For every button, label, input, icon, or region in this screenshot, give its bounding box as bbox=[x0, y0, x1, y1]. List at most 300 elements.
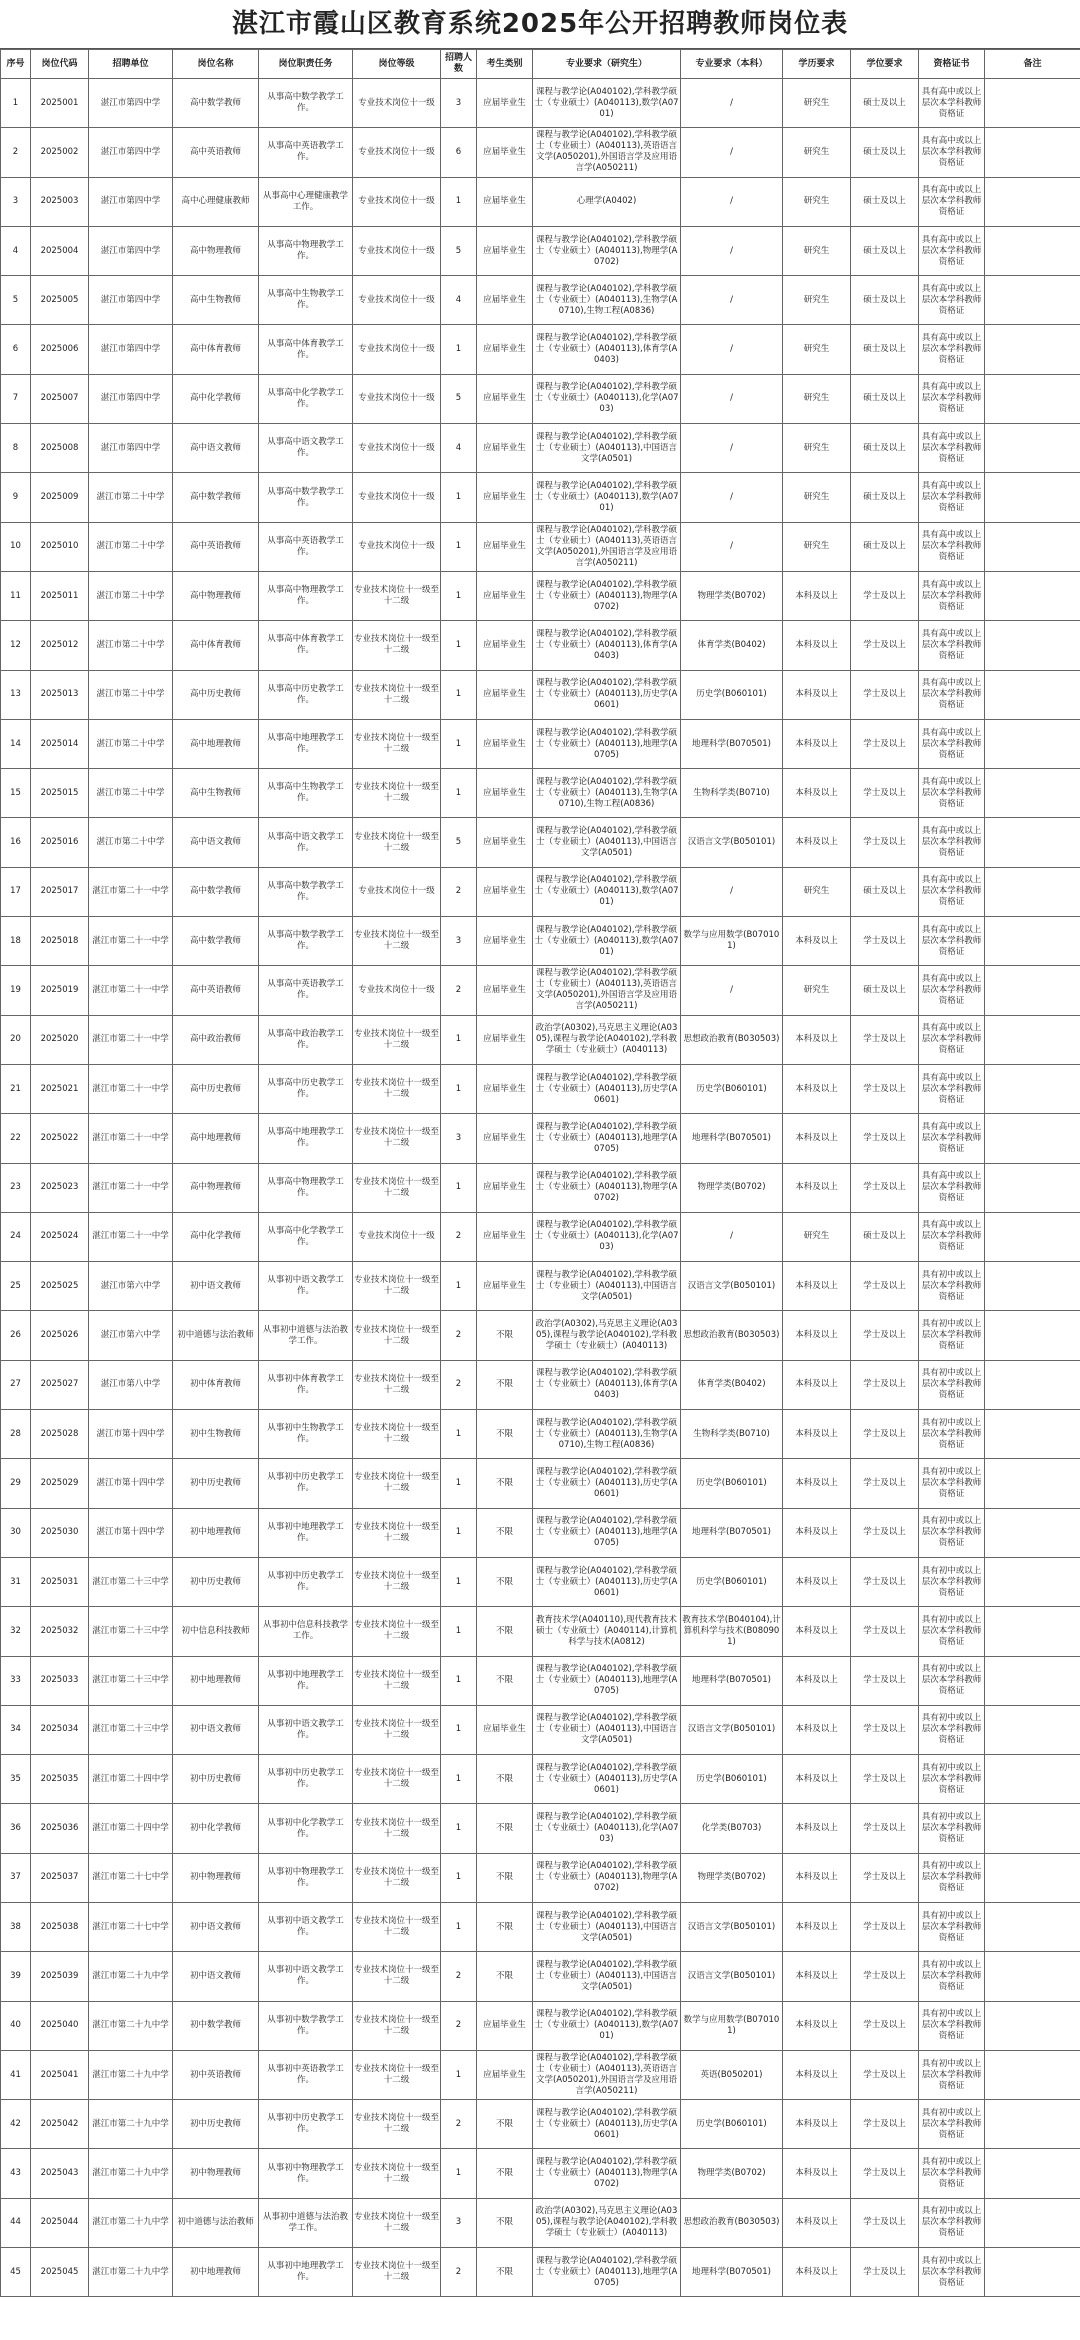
table-cell: 专业技术岗位十一级至十二级 bbox=[353, 818, 441, 867]
table-cell: 1 bbox=[441, 1410, 477, 1459]
table-cell: 湛江市第四中学 bbox=[89, 276, 173, 325]
table-cell: 课程与教学论(A040102),学科教学硕士（专业硕士）(A040113),中国语言文学(A0501) bbox=[533, 1902, 681, 1951]
table-cell: 39 bbox=[1, 1952, 31, 2001]
table-cell: 数学与应用数学(B070101) bbox=[681, 2001, 783, 2050]
table-cell: 专业技术岗位十一级至十二级 bbox=[353, 1853, 441, 1902]
table-cell: 高中数学教师 bbox=[173, 867, 259, 916]
table-cell: 湛江市第二十中学 bbox=[89, 621, 173, 670]
table-cell: 具有初中或以上层次本学科教师资格证 bbox=[919, 1853, 985, 1902]
table-cell: 学士及以上 bbox=[851, 571, 919, 620]
table-cell: 2025028 bbox=[31, 1410, 89, 1459]
table-cell: 课程与教学论(A040102),学科教学硕士（专业硕士）(A040113),数学(A0701) bbox=[533, 867, 681, 916]
table-cell: 从事高中数学教学工作。 bbox=[259, 867, 353, 916]
table-cell: 本科及以上 bbox=[783, 1508, 851, 1557]
table-cell: 专业技术岗位十一级至十二级 bbox=[353, 1064, 441, 1113]
table-cell: 从事高中政治教学工作。 bbox=[259, 1015, 353, 1064]
table-cell: 湛江市第二十一中学 bbox=[89, 867, 173, 916]
table-cell: 应届毕业生 bbox=[477, 1015, 533, 1064]
table-cell: 2 bbox=[441, 867, 477, 916]
table-cell: 不限 bbox=[477, 1607, 533, 1656]
table-cell: 1 bbox=[441, 522, 477, 571]
table-cell: 具有高中或以上层次本学科教师资格证 bbox=[919, 226, 985, 275]
table-cell: 1 bbox=[441, 1508, 477, 1557]
table-row bbox=[1, 1508, 1080, 1557]
table-cell: 2025034 bbox=[31, 1705, 89, 1754]
table-cell: 专业技术岗位十一级 bbox=[353, 177, 441, 226]
table-cell bbox=[985, 1656, 1080, 1705]
table-row bbox=[1, 374, 1080, 423]
table-cell bbox=[985, 1557, 1080, 1606]
table-cell: 数学与应用数学(B070101) bbox=[681, 917, 783, 966]
table-cell: 课程与教学论(A040102),学科教学硕士（专业硕士）(A040113),体育学(A0403) bbox=[533, 1360, 681, 1409]
table-cell: 5 bbox=[441, 818, 477, 867]
table-cell: 专业技术岗位十一级至十二级 bbox=[353, 1114, 441, 1163]
table-cell: 课程与教学论(A040102),学科教学硕士（专业硕士）(A040113),物理学(A0702) bbox=[533, 1163, 681, 1212]
table-cell: 5 bbox=[441, 374, 477, 423]
table-cell bbox=[985, 1163, 1080, 1212]
table-cell: 具有初中或以上层次本学科教师资格证 bbox=[919, 2248, 985, 2297]
table-cell: 具有高中或以上层次本学科教师资格证 bbox=[919, 818, 985, 867]
table-cell: / bbox=[681, 473, 783, 522]
table-cell: 生物科学类(B0710) bbox=[681, 1410, 783, 1459]
table-cell: 从事初中语文教学工作。 bbox=[259, 1952, 353, 2001]
table-cell: 具有高中或以上层次本学科教师资格证 bbox=[919, 374, 985, 423]
table-cell: 4 bbox=[441, 424, 477, 473]
table-cell: 2025033 bbox=[31, 1656, 89, 1705]
table-cell: 从事高中生物教学工作。 bbox=[259, 769, 353, 818]
column-header: 招聘单位 bbox=[89, 50, 173, 79]
table-cell: 2025036 bbox=[31, 1804, 89, 1853]
table-cell: 本科及以上 bbox=[783, 1459, 851, 1508]
table-cell: 学士及以上 bbox=[851, 1804, 919, 1853]
table-cell: 15 bbox=[1, 769, 31, 818]
table-cell: 湛江市第二十一中学 bbox=[89, 1212, 173, 1261]
table-cell: 2025011 bbox=[31, 571, 89, 620]
table-cell: 本科及以上 bbox=[783, 1262, 851, 1311]
table-cell: 32 bbox=[1, 1607, 31, 1656]
table-cell: / bbox=[681, 177, 783, 226]
table-cell: 学士及以上 bbox=[851, 1015, 919, 1064]
table-cell: 具有初中或以上层次本学科教师资格证 bbox=[919, 1804, 985, 1853]
table-row bbox=[1, 1163, 1080, 1212]
table-row bbox=[1, 867, 1080, 916]
table-cell: 湛江市第二十七中学 bbox=[89, 1902, 173, 1951]
table-cell: 1 bbox=[441, 1607, 477, 1656]
table-cell: 高中地理教师 bbox=[173, 719, 259, 768]
table-cell: 湛江市第二十一中学 bbox=[89, 1114, 173, 1163]
page-title: 湛江市霞山区教育系统2025年公开招聘教师岗位表 bbox=[0, 0, 1080, 49]
table-cell: 从事高中体育教学工作。 bbox=[259, 621, 353, 670]
table-cell: 高中政治教师 bbox=[173, 1015, 259, 1064]
table-row bbox=[1, 769, 1080, 818]
table-cell: 2025021 bbox=[31, 1064, 89, 1113]
table-cell: 本科及以上 bbox=[783, 1853, 851, 1902]
table-cell: 学士及以上 bbox=[851, 1410, 919, 1459]
table-cell: 初中历史教师 bbox=[173, 1755, 259, 1804]
table-cell: 不限 bbox=[477, 1360, 533, 1409]
table-cell bbox=[985, 917, 1080, 966]
column-header: 考生类别 bbox=[477, 50, 533, 79]
table-cell: 从事高中历史教学工作。 bbox=[259, 670, 353, 719]
table-cell: 2 bbox=[441, 2001, 477, 2050]
column-header: 专业要求（本科） bbox=[681, 50, 783, 79]
table-cell: 专业技术岗位十一级至十二级 bbox=[353, 1705, 441, 1754]
table-cell: 本科及以上 bbox=[783, 1902, 851, 1951]
table-cell: 高中化学教师 bbox=[173, 1212, 259, 1261]
table-cell: 地理科学(B070501) bbox=[681, 1114, 783, 1163]
table-cell: 湛江市第十四中学 bbox=[89, 1410, 173, 1459]
table-cell: 学士及以上 bbox=[851, 1064, 919, 1113]
table-cell bbox=[985, 1212, 1080, 1261]
table-cell: 21 bbox=[1, 1064, 31, 1113]
table-cell: 初中历史教师 bbox=[173, 2100, 259, 2149]
table-cell: 政治学(A0302),马克思主义理论(A0305),课程与教学论(A040102),学科教学硕士（专业硕士）(A040113) bbox=[533, 1015, 681, 1064]
table-cell: 从事高中英语教学工作。 bbox=[259, 522, 353, 571]
table-cell: 湛江市第四中学 bbox=[89, 325, 173, 374]
table-cell: 6 bbox=[441, 128, 477, 177]
table-cell: 初中地理教师 bbox=[173, 1656, 259, 1705]
table-cell bbox=[985, 1755, 1080, 1804]
table-cell: 2 bbox=[441, 1952, 477, 2001]
table-cell: 学士及以上 bbox=[851, 1459, 919, 1508]
table-cell: 2025023 bbox=[31, 1163, 89, 1212]
table-cell: 研究生 bbox=[783, 276, 851, 325]
table-cell: 从事高中语文教学工作。 bbox=[259, 424, 353, 473]
table-cell: 硕士及以上 bbox=[851, 128, 919, 177]
table-cell: 课程与教学论(A040102),学科教学硕士（专业硕士）(A040113),生物学(A0710),生物工程(A0836) bbox=[533, 276, 681, 325]
table-cell: 课程与教学论(A040102),学科教学硕士（专业硕士）(A040113),数学(A0701) bbox=[533, 917, 681, 966]
table-cell: 本科及以上 bbox=[783, 2100, 851, 2149]
table-cell: 专业技术岗位十一级至十二级 bbox=[353, 917, 441, 966]
table-row bbox=[1, 2100, 1080, 2149]
table-cell: 具有高中或以上层次本学科教师资格证 bbox=[919, 670, 985, 719]
table-cell: 从事初中语文教学工作。 bbox=[259, 1902, 353, 1951]
table-cell: 湛江市第四中学 bbox=[89, 177, 173, 226]
table-cell: 应届毕业生 bbox=[477, 424, 533, 473]
table-cell: 具有初中或以上层次本学科教师资格证 bbox=[919, 1755, 985, 1804]
table-cell: 专业技术岗位十一级至十二级 bbox=[353, 1755, 441, 1804]
table-cell: 1 bbox=[441, 1064, 477, 1113]
table-cell: 1 bbox=[441, 571, 477, 620]
table-cell: 汉语言文学(B050101) bbox=[681, 1262, 783, 1311]
table-cell: 1 bbox=[441, 177, 477, 226]
table-cell: 学士及以上 bbox=[851, 719, 919, 768]
table-cell: 不限 bbox=[477, 1853, 533, 1902]
table-cell: 具有初中或以上层次本学科教师资格证 bbox=[919, 1705, 985, 1754]
table-cell: / bbox=[681, 276, 783, 325]
table-row bbox=[1, 424, 1080, 473]
table-cell: 2025009 bbox=[31, 473, 89, 522]
table-cell bbox=[985, 1311, 1080, 1360]
table-cell: 湛江市第二十一中学 bbox=[89, 966, 173, 1015]
table-cell: 2 bbox=[441, 1360, 477, 1409]
table-cell: 教育技术学(A040110),现代教育技术硕士（专业硕士）(A040114),计算机科学与技术(A0812) bbox=[533, 1607, 681, 1656]
table-cell: 本科及以上 bbox=[783, 2050, 851, 2099]
table-cell: 硕士及以上 bbox=[851, 473, 919, 522]
table-cell: 专业技术岗位十一级至十二级 bbox=[353, 1360, 441, 1409]
table-cell: 研究生 bbox=[783, 424, 851, 473]
table-cell: 具有初中或以上层次本学科教师资格证 bbox=[919, 2198, 985, 2247]
table-cell: 45 bbox=[1, 2248, 31, 2297]
table-cell: 硕士及以上 bbox=[851, 1212, 919, 1261]
table-cell: 从事高中历史教学工作。 bbox=[259, 1064, 353, 1113]
table-cell: 36 bbox=[1, 1804, 31, 1853]
table-cell: 教育技术学(B040104),计算机科学与技术(B080901) bbox=[681, 1607, 783, 1656]
table-cell: 43 bbox=[1, 2149, 31, 2198]
table-cell: 不限 bbox=[477, 1311, 533, 1360]
table-cell: 具有高中或以上层次本学科教师资格证 bbox=[919, 1015, 985, 1064]
table-cell: 25 bbox=[1, 1262, 31, 1311]
table-cell: 初中化学教师 bbox=[173, 1804, 259, 1853]
table-cell: 1 bbox=[441, 325, 477, 374]
table-cell: 2025030 bbox=[31, 1508, 89, 1557]
table-cell: 2025044 bbox=[31, 2198, 89, 2247]
table-cell: 本科及以上 bbox=[783, 1163, 851, 1212]
table-cell: 具有高中或以上层次本学科教师资格证 bbox=[919, 621, 985, 670]
table-cell: 从事高中心理健康教学工作。 bbox=[259, 177, 353, 226]
table-cell: 地理科学(B070501) bbox=[681, 719, 783, 768]
table-cell: 2025040 bbox=[31, 2001, 89, 2050]
table-cell: 课程与教学论(A040102),学科教学硕士（专业硕士）(A040113),体育学(A0403) bbox=[533, 325, 681, 374]
table-cell: 应届毕业生 bbox=[477, 2050, 533, 2099]
table-cell: 1 bbox=[441, 1755, 477, 1804]
table-cell: 2025032 bbox=[31, 1607, 89, 1656]
table-cell: 具有高中或以上层次本学科教师资格证 bbox=[919, 325, 985, 374]
table-cell: 应届毕业生 bbox=[477, 1114, 533, 1163]
column-header: 岗位名称 bbox=[173, 50, 259, 79]
table-cell: 学士及以上 bbox=[851, 2100, 919, 2149]
table-row bbox=[1, 2198, 1080, 2247]
table-cell: 汉语言文学(B050101) bbox=[681, 1705, 783, 1754]
table-cell: 1 bbox=[441, 1459, 477, 1508]
table-cell: 课程与教学论(A040102),学科教学硕士（专业硕士）(A040113),数学(A0701) bbox=[533, 473, 681, 522]
table-cell: 应届毕业生 bbox=[477, 374, 533, 423]
table-cell: 不限 bbox=[477, 1902, 533, 1951]
table-cell: 专业技术岗位十一级至十二级 bbox=[353, 1459, 441, 1508]
table-cell: 应届毕业生 bbox=[477, 769, 533, 818]
table-cell: 专业技术岗位十一级 bbox=[353, 79, 441, 128]
table-cell: 本科及以上 bbox=[783, 2198, 851, 2247]
table-cell: 2025029 bbox=[31, 1459, 89, 1508]
table-cell: 学士及以上 bbox=[851, 2001, 919, 2050]
table-cell: 2025013 bbox=[31, 670, 89, 719]
table-cell: 44 bbox=[1, 2198, 31, 2247]
table-cell: 学士及以上 bbox=[851, 1163, 919, 1212]
table-cell: 硕士及以上 bbox=[851, 177, 919, 226]
table-cell: 从事初中语文教学工作。 bbox=[259, 1262, 353, 1311]
table-row bbox=[1, 276, 1080, 325]
table-cell: 从事初中数学教学工作。 bbox=[259, 2001, 353, 2050]
table-cell: 14 bbox=[1, 719, 31, 768]
table-cell: 课程与教学论(A040102),学科教学硕士（专业硕士）(A040113),历史学(A0601) bbox=[533, 1459, 681, 1508]
table-cell: 从事高中数学教学工作。 bbox=[259, 917, 353, 966]
table-cell: 本科及以上 bbox=[783, 1607, 851, 1656]
table-body bbox=[1, 79, 1080, 2297]
table-cell: 课程与教学论(A040102),学科教学硕士（专业硕士）(A040113),化学(A0703) bbox=[533, 1804, 681, 1853]
table-cell: 研究生 bbox=[783, 867, 851, 916]
table-cell bbox=[985, 818, 1080, 867]
table-cell: 汉语言文学(B050101) bbox=[681, 818, 783, 867]
table-cell: 27 bbox=[1, 1360, 31, 1409]
table-cell: 3 bbox=[441, 2198, 477, 2247]
table-cell: 1 bbox=[441, 719, 477, 768]
table-cell: 33 bbox=[1, 1656, 31, 1705]
table-row bbox=[1, 325, 1080, 374]
table-cell bbox=[985, 424, 1080, 473]
table-cell: 11 bbox=[1, 571, 31, 620]
table-cell: 2025008 bbox=[31, 424, 89, 473]
table-cell: 课程与教学论(A040102),学科教学硕士（专业硕士）(A040113),体育学(A0403) bbox=[533, 621, 681, 670]
table-cell: 专业技术岗位十一级至十二级 bbox=[353, 2198, 441, 2247]
table-cell: 37 bbox=[1, 1853, 31, 1902]
table-cell: 从事高中数学教学工作。 bbox=[259, 79, 353, 128]
table-cell: 2 bbox=[441, 966, 477, 1015]
column-header: 岗位等级 bbox=[353, 50, 441, 79]
table-cell: 硕士及以上 bbox=[851, 522, 919, 571]
table-cell: 5 bbox=[1, 276, 31, 325]
table-row bbox=[1, 473, 1080, 522]
table-cell: 湛江市第二十中学 bbox=[89, 473, 173, 522]
table-cell: 初中物理教师 bbox=[173, 1853, 259, 1902]
table-row bbox=[1, 2050, 1080, 2099]
column-header: 招聘人数 bbox=[441, 50, 477, 79]
table-cell: 学士及以上 bbox=[851, 1853, 919, 1902]
table-cell: 地理科学(B070501) bbox=[681, 2248, 783, 2297]
table-cell: 专业技术岗位十一级至十二级 bbox=[353, 1557, 441, 1606]
table-cell: 从事高中数学教学工作。 bbox=[259, 473, 353, 522]
table-cell: 研究生 bbox=[783, 473, 851, 522]
table-cell: 政治学(A0302),马克思主义理论(A0305),课程与教学论(A040102),学科教学硕士（专业硕士）(A040113) bbox=[533, 1311, 681, 1360]
table-cell: 研究生 bbox=[783, 177, 851, 226]
table-cell: / bbox=[681, 226, 783, 275]
table-cell: 从事初中历史教学工作。 bbox=[259, 1755, 353, 1804]
table-row bbox=[1, 1015, 1080, 1064]
table-cell: 课程与教学论(A040102),学科教学硕士（专业硕士）(A040113),地理学(A0705) bbox=[533, 719, 681, 768]
table-cell: 17 bbox=[1, 867, 31, 916]
table-cell: 硕士及以上 bbox=[851, 867, 919, 916]
table-cell: 高中数学教师 bbox=[173, 473, 259, 522]
table-cell: 专业技术岗位十一级至十二级 bbox=[353, 1015, 441, 1064]
table-cell: 具有高中或以上层次本学科教师资格证 bbox=[919, 1114, 985, 1163]
table-cell: 不限 bbox=[477, 1952, 533, 2001]
table-cell: 31 bbox=[1, 1557, 31, 1606]
table-cell: 具有初中或以上层次本学科教师资格证 bbox=[919, 1508, 985, 1557]
table-cell: 初中信息科技教师 bbox=[173, 1607, 259, 1656]
table-cell: 1 bbox=[441, 1804, 477, 1853]
table-cell: 学士及以上 bbox=[851, 670, 919, 719]
table-cell: 课程与教学论(A040102),学科教学硕士（专业硕士）(A040113),生物学(A0710),生物工程(A0836) bbox=[533, 769, 681, 818]
table-cell: 2025005 bbox=[31, 276, 89, 325]
table-cell: 硕士及以上 bbox=[851, 374, 919, 423]
table-cell: 课程与教学论(A040102),学科教学硕士（专业硕士）(A040113),英语语言文学(A050201),外国语言学及应用语言学(A050211) bbox=[533, 2050, 681, 2099]
table-cell: 41 bbox=[1, 2050, 31, 2099]
table-cell: 22 bbox=[1, 1114, 31, 1163]
table-cell: 从事高中物理教学工作。 bbox=[259, 226, 353, 275]
table-cell: 学士及以上 bbox=[851, 917, 919, 966]
table-cell bbox=[985, 1114, 1080, 1163]
table-cell: 28 bbox=[1, 1410, 31, 1459]
table-cell: 硕士及以上 bbox=[851, 226, 919, 275]
table-cell: 应届毕业生 bbox=[477, 621, 533, 670]
table-cell bbox=[985, 1064, 1080, 1113]
table-cell: 专业技术岗位十一级 bbox=[353, 374, 441, 423]
table-cell: / bbox=[681, 867, 783, 916]
table-cell: 课程与教学论(A040102),学科教学硕士（专业硕士）(A040113),英语语言文学(A050201),外国语言学及应用语言学(A050211) bbox=[533, 522, 681, 571]
table-cell: 研究生 bbox=[783, 128, 851, 177]
table-cell: 高中英语教师 bbox=[173, 128, 259, 177]
table-row bbox=[1, 966, 1080, 1015]
table-cell: 专业技术岗位十一级至十二级 bbox=[353, 670, 441, 719]
table-cell: 2025020 bbox=[31, 1015, 89, 1064]
table-cell: 湛江市第二十四中学 bbox=[89, 1755, 173, 1804]
table-cell: 研究生 bbox=[783, 374, 851, 423]
table-cell: 湛江市第二十中学 bbox=[89, 818, 173, 867]
table-cell bbox=[985, 325, 1080, 374]
table-cell: 具有初中或以上层次本学科教师资格证 bbox=[919, 1360, 985, 1409]
table-cell: 应届毕业生 bbox=[477, 867, 533, 916]
table-cell: 本科及以上 bbox=[783, 1114, 851, 1163]
table-cell: 初中语文教师 bbox=[173, 1262, 259, 1311]
table-cell: 具有高中或以上层次本学科教师资格证 bbox=[919, 276, 985, 325]
table-cell: 研究生 bbox=[783, 522, 851, 571]
table-cell: 1 bbox=[441, 769, 477, 818]
table-row bbox=[1, 2149, 1080, 2198]
table-row bbox=[1, 1459, 1080, 1508]
table-cell bbox=[985, 177, 1080, 226]
table-row bbox=[1, 1705, 1080, 1754]
table-cell: 42 bbox=[1, 2100, 31, 2149]
table-cell: 2025010 bbox=[31, 522, 89, 571]
table-cell: 具有初中或以上层次本学科教师资格证 bbox=[919, 2001, 985, 2050]
table-cell: 湛江市第十四中学 bbox=[89, 1508, 173, 1557]
table-cell: 初中语文教师 bbox=[173, 1705, 259, 1754]
table-cell: 具有初中或以上层次本学科教师资格证 bbox=[919, 1952, 985, 2001]
table-cell: / bbox=[681, 374, 783, 423]
table-cell: 本科及以上 bbox=[783, 1064, 851, 1113]
table-cell: 1 bbox=[441, 621, 477, 670]
table-cell: 化学类(B0703) bbox=[681, 1804, 783, 1853]
table-cell: 课程与教学论(A040102),学科教学硕士（专业硕士）(A040113),地理学(A0705) bbox=[533, 1508, 681, 1557]
table-cell bbox=[985, 670, 1080, 719]
table-cell: 应届毕业生 bbox=[477, 670, 533, 719]
table-cell: 湛江市第四中学 bbox=[89, 128, 173, 177]
table-cell: 湛江市第四中学 bbox=[89, 374, 173, 423]
table-cell: 本科及以上 bbox=[783, 917, 851, 966]
column-header: 专业要求（研究生） bbox=[533, 50, 681, 79]
table-cell: 应届毕业生 bbox=[477, 1705, 533, 1754]
table-cell: 本科及以上 bbox=[783, 571, 851, 620]
table-cell: 高中物理教师 bbox=[173, 226, 259, 275]
table-cell: 思想政治教育(B030503) bbox=[681, 2198, 783, 2247]
column-header: 学位要求 bbox=[851, 50, 919, 79]
table-cell: 应届毕业生 bbox=[477, 325, 533, 374]
table-cell: 体育学类(B0402) bbox=[681, 621, 783, 670]
table-cell: 具有高中或以上层次本学科教师资格证 bbox=[919, 522, 985, 571]
table-cell: 湛江市第二十九中学 bbox=[89, 2248, 173, 2297]
table-cell: 具有初中或以上层次本学科教师资格证 bbox=[919, 1410, 985, 1459]
table-cell: 课程与教学论(A040102),学科教学硕士（专业硕士）(A040113),数学(A0701) bbox=[533, 79, 681, 128]
table-cell: 专业技术岗位十一级至十二级 bbox=[353, 1656, 441, 1705]
table-row bbox=[1, 2248, 1080, 2297]
table-cell bbox=[985, 621, 1080, 670]
table-cell: 2025043 bbox=[31, 2149, 89, 2198]
table-cell: 从事初中生物教学工作。 bbox=[259, 1410, 353, 1459]
table-row bbox=[1, 1311, 1080, 1360]
table-cell: 课程与教学论(A040102),学科教学硕士（专业硕士）(A040113),中国语言文学(A0501) bbox=[533, 818, 681, 867]
table-cell: 湛江市第二十三中学 bbox=[89, 1557, 173, 1606]
table-cell: 地理科学(B070501) bbox=[681, 1508, 783, 1557]
table-cell: 研究生 bbox=[783, 966, 851, 1015]
